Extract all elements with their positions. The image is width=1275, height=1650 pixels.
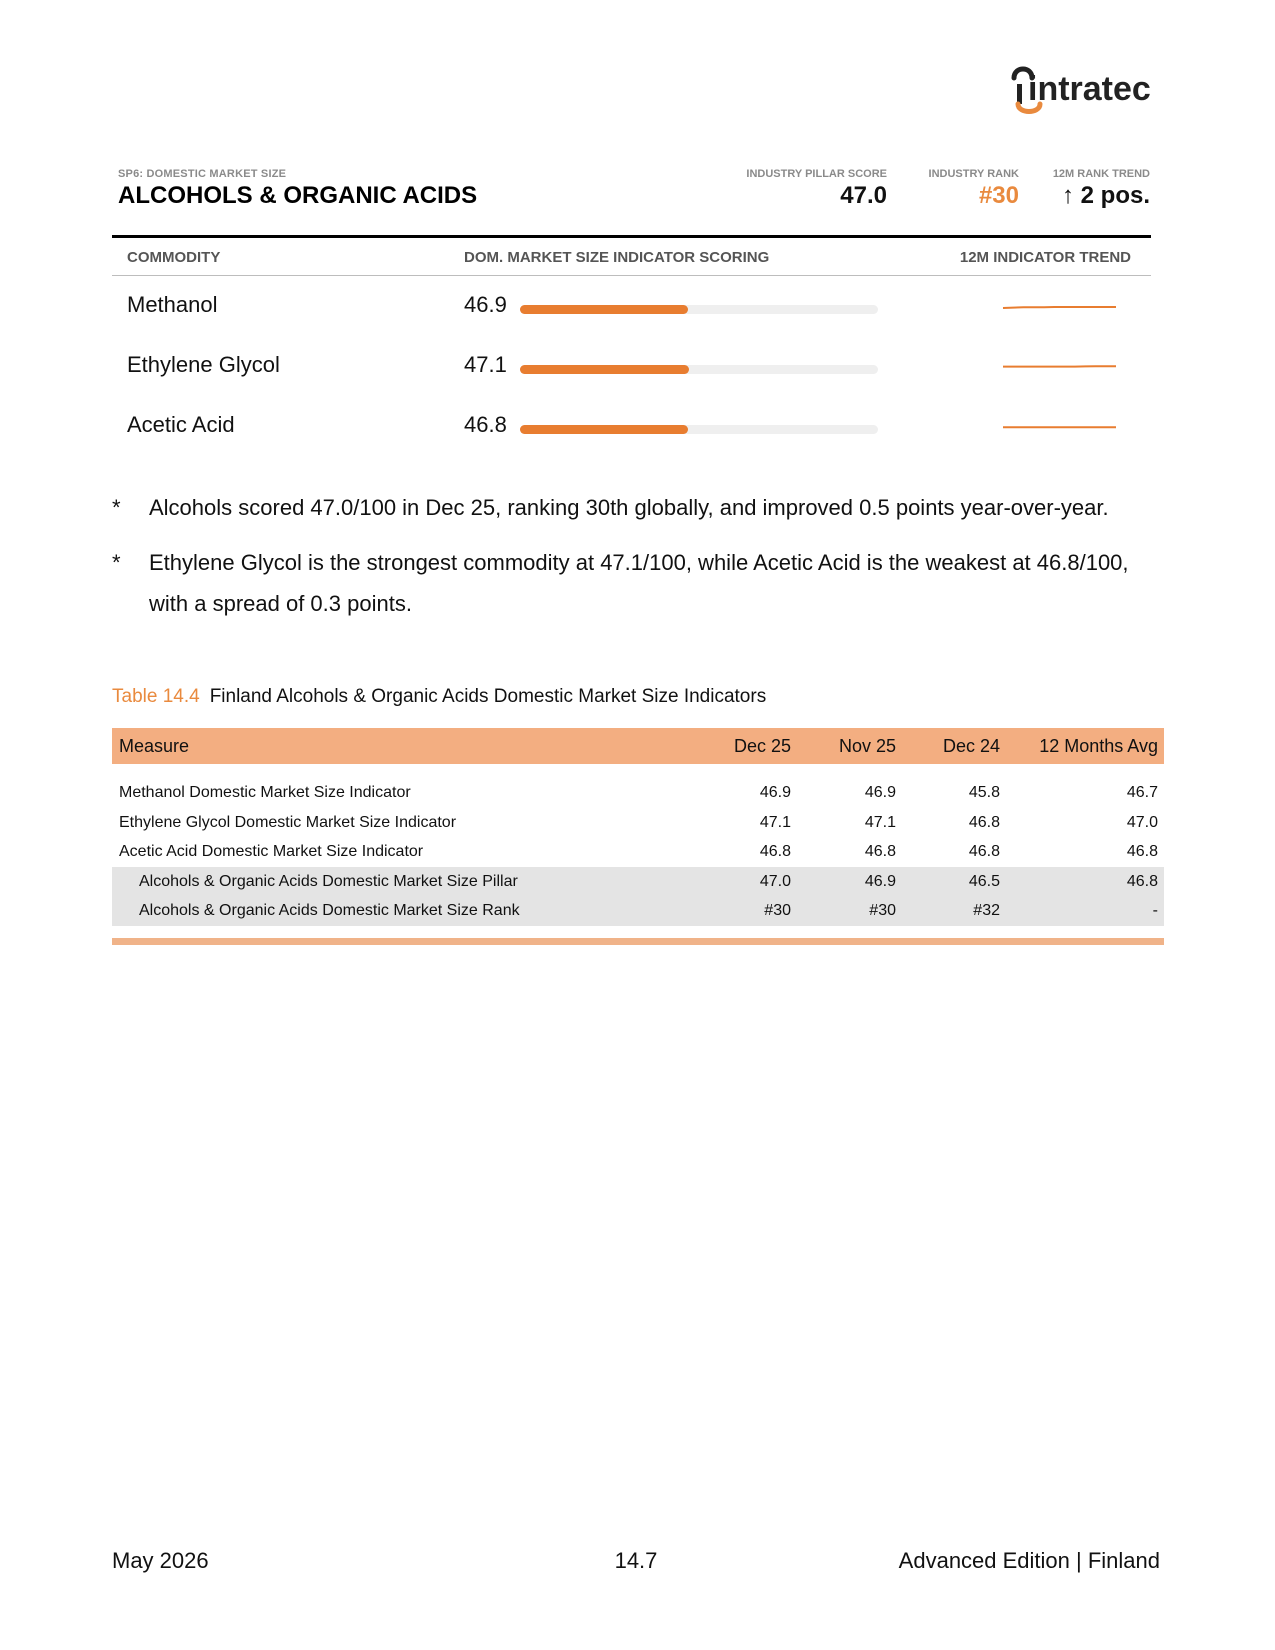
trend-sparkline [1002, 360, 1117, 374]
commodity-table-header [112, 238, 1151, 276]
pillar-score-label: INDUSTRY PILLAR SCORE [746, 168, 887, 180]
table-bottom-rule [112, 938, 1164, 945]
cell: 47.1 [759, 813, 791, 831]
score-bar-fill [520, 365, 689, 374]
col-scoring: DOM. MARKET SIZE INDICATOR SCORING [464, 249, 770, 266]
row-label: Acetic Acid Domestic Market Size Indicator [119, 843, 424, 860]
cell: 46.8 [1126, 843, 1158, 860]
score-bar-track [520, 305, 878, 314]
commodity-row [112, 396, 1151, 456]
score-bar-fill [520, 425, 688, 434]
bullet-item [112, 487, 1172, 528]
page-footer [112, 1548, 1160, 1578]
cell: #32 [973, 902, 1000, 919]
col-measure: Measure [119, 736, 190, 756]
score-bar-track [520, 365, 878, 374]
col-12-months-avg: 12 Months Avg [1039, 736, 1158, 756]
table-row [112, 837, 1164, 867]
cell: #30 [764, 902, 791, 919]
footer-page-number: 14.7 [614, 1548, 658, 1573]
cell: 46.8 [759, 843, 791, 860]
indicators-table-body [112, 764, 1164, 926]
bullet-text: Ethylene Glycol is the strongest commodity at 47.1/100, while Acetic Acid is the weakest at 46.8/100, with a spread of 0.3 points. [149, 550, 1129, 616]
score-bar-fill [520, 305, 688, 314]
commodity-scoring-table [112, 238, 1151, 456]
commodity-score: 46.8 [464, 412, 507, 437]
logo-wordmark: intratec [1028, 70, 1151, 108]
footer-edition: Advanced Edition | Finland [898, 1548, 1160, 1573]
cell: 46.8 [968, 813, 1000, 831]
intratec-logo-mark [1010, 58, 1170, 114]
table-row [112, 778, 1164, 808]
row-label: Methanol Domestic Market Size Indicator [119, 784, 411, 801]
cell: 46.5 [968, 872, 1000, 890]
section-kicker: SP6: DOMESTIC MARKET SIZE [118, 168, 287, 180]
table-caption [112, 686, 766, 708]
cell: 46.8 [968, 843, 1000, 860]
cell: 47.0 [759, 872, 791, 890]
bullet-item [112, 542, 1172, 624]
industry-rank-metric [929, 168, 1019, 210]
cell: 46.9 [759, 784, 791, 801]
col-nov-25: Nov 25 [838, 736, 896, 756]
table-number: Table 14.4 [112, 686, 200, 707]
cell: 46.9 [864, 784, 896, 801]
table-row-summary [112, 867, 1164, 897]
row-label: Alcohols & Organic Acids Domestic Market Size Rank [139, 902, 520, 919]
commodity-row [112, 336, 1151, 396]
commodity-row [112, 276, 1151, 336]
cell: 46.9 [864, 872, 896, 890]
page-title: ALCOHOLS & ORGANIC ACIDS [118, 182, 478, 209]
commodity-name: Methanol [127, 292, 218, 317]
intratec-logo [1010, 58, 1170, 114]
summary-bullets [112, 487, 1172, 638]
trend-sparkline [1002, 300, 1117, 314]
trend-line [1003, 307, 1116, 308]
bullet-marker: * [112, 495, 121, 520]
bullet-marker: * [112, 550, 121, 575]
pillar-score-metric [746, 168, 887, 210]
cell: 47.1 [864, 813, 896, 831]
cell: 46.8 [1126, 872, 1158, 890]
commodity-score: 46.9 [464, 292, 507, 317]
indicators-table-header [112, 728, 1164, 764]
industry-rank-value: #30 [978, 182, 1019, 209]
cell: 46.8 [864, 843, 896, 860]
section-header [118, 168, 1150, 234]
col-trend: 12M INDICATOR TREND [959, 249, 1131, 266]
col-commodity: COMMODITY [127, 249, 221, 266]
pillar-score-value: 47.0 [840, 182, 887, 209]
cell: 47.0 [1126, 813, 1158, 831]
cell: #30 [869, 902, 896, 919]
cell: - [1152, 902, 1158, 919]
rank-trend-value: ↑ 2 pos. [1061, 182, 1150, 209]
cell: 46.7 [1126, 784, 1158, 801]
indicators-table [112, 728, 1164, 945]
commodity-name: Ethylene Glycol [127, 352, 280, 377]
commodity-name: Acetic Acid [127, 412, 235, 437]
table-row-summary [112, 896, 1164, 926]
score-bar-track [520, 425, 878, 434]
rank-trend-metric [1053, 168, 1150, 210]
trend-sparkline [1002, 420, 1117, 434]
table-row [112, 808, 1164, 838]
col-dec-25: Dec 25 [733, 736, 791, 756]
commodity-score: 47.1 [464, 352, 507, 377]
cell: 45.8 [968, 784, 1000, 801]
col-dec-24: Dec 24 [942, 736, 1000, 756]
bullet-text: Alcohols scored 47.0/100 in Dec 25, ranking 30th globally, and improved 0.5 points year-over-year. [149, 495, 1109, 520]
row-label: Alcohols & Organic Acids Domestic Market Size Pillar [139, 872, 518, 890]
table-title: Finland Alcohols & Organic Acids Domestic Market Size Indicators [209, 686, 767, 707]
row-label: Ethylene Glycol Domestic Market Size Indicator [119, 813, 457, 831]
rank-trend-label: 12M RANK TREND [1052, 168, 1150, 180]
industry-rank-label: INDUSTRY RANK [928, 168, 1019, 180]
footer-date: May 2026 [112, 1548, 209, 1573]
